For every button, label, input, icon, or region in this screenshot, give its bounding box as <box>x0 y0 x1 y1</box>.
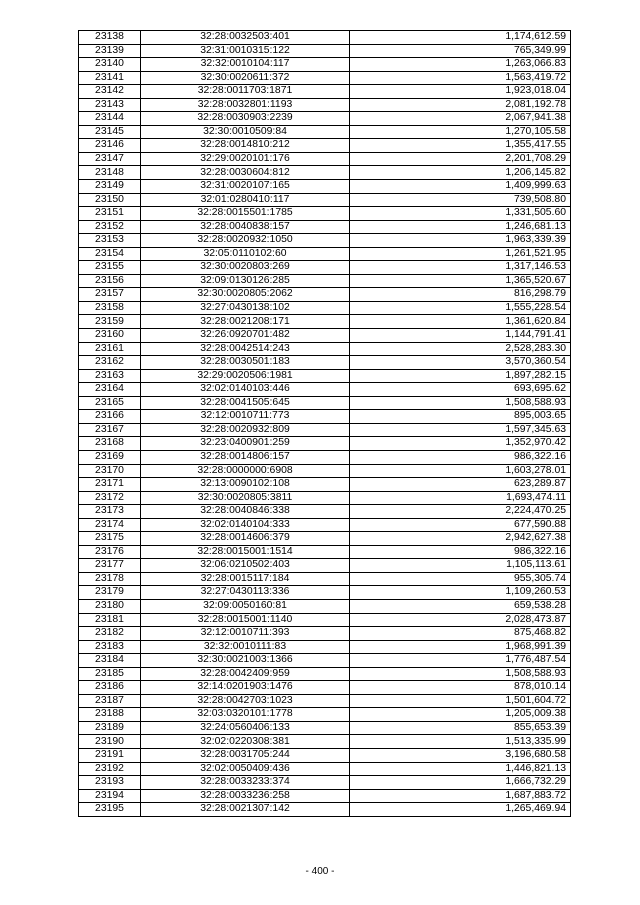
amount-cell: 1,563,419.72 <box>350 71 571 85</box>
table-row <box>79 532 571 546</box>
cadastral-number-cell: 32:02:0140103:446 <box>141 383 350 397</box>
amount-cell: 659,538.28 <box>350 599 571 613</box>
amount-cell: 1,355,417.55 <box>350 139 571 153</box>
cadastral-number-cell: 32:28:0032503:401 <box>141 31 350 45</box>
amount-cell: 1,513,335.99 <box>350 735 571 749</box>
cadastral-number-cell: 32:32:0010104:117 <box>141 58 350 72</box>
table-row <box>79 369 571 383</box>
amount-cell: 2,528,283.30 <box>350 342 571 356</box>
amount-cell: 3,570,360.54 <box>350 356 571 370</box>
table-row <box>79 776 571 790</box>
amount-cell: 1,205,009.38 <box>350 708 571 722</box>
amount-cell: 623,289.87 <box>350 478 571 492</box>
amount-cell: 1,270,105.58 <box>350 125 571 139</box>
amount-cell: 895,003.65 <box>350 410 571 424</box>
cadastral-number-cell: 32:31:0010315:122 <box>141 44 350 58</box>
table-row <box>79 803 571 817</box>
cadastral-number-cell: 32:28:0015501:1785 <box>141 207 350 221</box>
cadastral-number-cell: 32:27:0430138:102 <box>141 301 350 315</box>
table-row <box>79 559 571 573</box>
record-number-cell: 23165 <box>79 396 141 410</box>
cadastral-number-cell: 32:28:0040846:338 <box>141 505 350 519</box>
cadastral-number-cell: 32:29:0020506:1981 <box>141 369 350 383</box>
table-row <box>79 288 571 302</box>
record-number-cell: 23174 <box>79 518 141 532</box>
cadastral-number-cell: 32:01:0280410:117 <box>141 193 350 207</box>
amount-cell: 1,174,612.59 <box>350 31 571 45</box>
amount-cell: 2,028,473.87 <box>350 613 571 627</box>
cadastral-number-cell: 32:28:0021208:171 <box>141 315 350 329</box>
cadastral-number-cell: 32:09:0050160:81 <box>141 599 350 613</box>
record-number-cell: 23158 <box>79 301 141 315</box>
table-row <box>79 315 571 329</box>
cadastral-number-cell: 32:28:0032801:1193 <box>141 98 350 112</box>
amount-cell: 1,409,999.63 <box>350 180 571 194</box>
table-row <box>79 518 571 532</box>
cadastral-number-cell: 32:28:0020932:1050 <box>141 234 350 248</box>
cadastral-number-cell: 32:28:0014810:212 <box>141 139 350 153</box>
amount-cell: 1,317,146.53 <box>350 261 571 275</box>
amount-cell: 1,687,883.72 <box>350 789 571 803</box>
record-number-cell: 23163 <box>79 369 141 383</box>
table-row <box>79 166 571 180</box>
amount-cell: 1,365,520.67 <box>350 274 571 288</box>
record-number-cell: 23192 <box>79 762 141 776</box>
table-row <box>79 112 571 126</box>
record-number-cell: 23182 <box>79 627 141 641</box>
record-number-cell: 23156 <box>79 274 141 288</box>
table-row <box>79 694 571 708</box>
table-row <box>79 125 571 139</box>
cadastral-number-cell: 32:30:0010509:84 <box>141 125 350 139</box>
cadastral-number-cell: 32:23:0400901:259 <box>141 437 350 451</box>
table-row <box>79 654 571 668</box>
cadastral-number-cell: 32:24:0560406:133 <box>141 721 350 735</box>
cadastral-number-cell: 32:14:0201903:1476 <box>141 681 350 695</box>
cadastral-number-cell: 32:09:0130126:285 <box>141 274 350 288</box>
cadastral-number-cell: 32:28:0042703:1023 <box>141 694 350 708</box>
record-number-cell: 23178 <box>79 572 141 586</box>
record-number-cell: 23159 <box>79 315 141 329</box>
cadastral-number-cell: 32:13:0090102:108 <box>141 478 350 492</box>
amount-cell: 677,590.88 <box>350 518 571 532</box>
table-row <box>79 207 571 221</box>
table-row <box>79 735 571 749</box>
table-row <box>79 342 571 356</box>
table-row <box>79 383 571 397</box>
table-row <box>79 44 571 58</box>
record-number-cell: 23161 <box>79 342 141 356</box>
cadastral-number-cell: 32:12:0010711:773 <box>141 410 350 424</box>
amount-cell: 855,653.39 <box>350 721 571 735</box>
record-number-cell: 23177 <box>79 559 141 573</box>
amount-cell: 1,968,991.39 <box>350 640 571 654</box>
record-number-cell: 23160 <box>79 329 141 343</box>
cadastral-number-cell: 32:28:0014606:379 <box>141 532 350 546</box>
cadastral-number-cell: 32:28:0031705:244 <box>141 748 350 762</box>
record-number-cell: 23140 <box>79 58 141 72</box>
record-number-cell: 23145 <box>79 125 141 139</box>
cadastral-number-cell: 32:28:0030501:183 <box>141 356 350 370</box>
record-number-cell: 23146 <box>79 139 141 153</box>
cadastral-number-cell: 32:28:0033233:374 <box>141 776 350 790</box>
amount-cell: 878,010.14 <box>350 681 571 695</box>
record-number-cell: 23147 <box>79 152 141 166</box>
record-number-cell: 23172 <box>79 491 141 505</box>
amount-cell: 1,105,113.61 <box>350 559 571 573</box>
record-number-cell: 23175 <box>79 532 141 546</box>
amount-cell: 1,352,970.42 <box>350 437 571 451</box>
record-number-cell: 23173 <box>79 505 141 519</box>
table-row <box>79 180 571 194</box>
cadastral-number-cell: 32:06:0210502:403 <box>141 559 350 573</box>
table-row <box>79 193 571 207</box>
amount-cell: 1,361,620.84 <box>350 315 571 329</box>
record-number-cell: 23190 <box>79 735 141 749</box>
amount-cell: 1,263,066.83 <box>350 58 571 72</box>
record-number-cell: 23179 <box>79 586 141 600</box>
cadastral-number-cell: 32:28:0014806:157 <box>141 450 350 464</box>
table-row <box>79 748 571 762</box>
record-number-cell: 23153 <box>79 234 141 248</box>
amount-cell: 2,201,708.29 <box>350 152 571 166</box>
cadastral-number-cell: 32:28:0015001:1140 <box>141 613 350 627</box>
record-number-cell: 23171 <box>79 478 141 492</box>
record-number-cell: 23185 <box>79 667 141 681</box>
amount-cell: 1,144,791.41 <box>350 329 571 343</box>
table-row <box>79 545 571 559</box>
amount-cell: 1,963,339.39 <box>350 234 571 248</box>
amount-cell: 1,508,588.93 <box>350 396 571 410</box>
amount-cell: 2,067,941.38 <box>350 112 571 126</box>
table-row <box>79 721 571 735</box>
amount-cell: 2,224,470.25 <box>350 505 571 519</box>
amount-cell: 1,666,732.29 <box>350 776 571 790</box>
table-row <box>79 329 571 343</box>
table-row <box>79 152 571 166</box>
table-row <box>79 762 571 776</box>
amount-cell: 1,501,604.72 <box>350 694 571 708</box>
cadastral-number-cell: 32:28:0030903:2239 <box>141 112 350 126</box>
cadastral-number-cell: 32:30:0021003:1366 <box>141 654 350 668</box>
amount-cell: 1,265,469.94 <box>350 803 571 817</box>
table-row <box>79 274 571 288</box>
amount-cell: 2,081,192.78 <box>350 98 571 112</box>
record-number-cell: 23194 <box>79 789 141 803</box>
cadastral-number-cell: 32:28:0015001:1514 <box>141 545 350 559</box>
table-row <box>79 613 571 627</box>
record-number-cell: 23162 <box>79 356 141 370</box>
amount-cell: 1,897,282.15 <box>350 369 571 383</box>
table-row <box>79 220 571 234</box>
record-number-cell: 23143 <box>79 98 141 112</box>
amount-cell: 1,109,260.53 <box>350 586 571 600</box>
record-number-cell: 23157 <box>79 288 141 302</box>
cadastral-number-cell: 32:28:0042514:243 <box>141 342 350 356</box>
amount-cell: 986,322.16 <box>350 450 571 464</box>
record-number-cell: 23170 <box>79 464 141 478</box>
record-number-cell: 23142 <box>79 85 141 99</box>
record-number-cell: 23141 <box>79 71 141 85</box>
record-number-cell: 23155 <box>79 261 141 275</box>
amount-cell: 986,322.16 <box>350 545 571 559</box>
record-number-cell: 23176 <box>79 545 141 559</box>
amount-cell: 1,508,588.93 <box>350 667 571 681</box>
record-number-cell: 23151 <box>79 207 141 221</box>
cadastral-number-cell: 32:28:0040838:157 <box>141 220 350 234</box>
table-row <box>79 71 571 85</box>
table-row <box>79 356 571 370</box>
amount-cell: 875,468.82 <box>350 627 571 641</box>
table-row <box>79 234 571 248</box>
record-number-cell: 23138 <box>79 31 141 45</box>
amount-cell: 1,603,278.01 <box>350 464 571 478</box>
table-row <box>79 31 571 45</box>
amount-cell: 1,693,474.11 <box>350 491 571 505</box>
record-number-cell: 23189 <box>79 721 141 735</box>
cadastral-number-cell: 32:02:0140104:333 <box>141 518 350 532</box>
cadastral-number-cell: 32:32:0010111:83 <box>141 640 350 654</box>
record-number-cell: 23180 <box>79 599 141 613</box>
amount-cell: 1,597,345.63 <box>350 423 571 437</box>
record-number-cell: 23139 <box>79 44 141 58</box>
amount-cell: 1,555,228.54 <box>350 301 571 315</box>
cadastral-number-cell: 32:28:0000000:6908 <box>141 464 350 478</box>
table-row <box>79 139 571 153</box>
table-row <box>79 410 571 424</box>
cadastral-number-cell: 32:28:0033236:258 <box>141 789 350 803</box>
record-number-cell: 23187 <box>79 694 141 708</box>
record-number-cell: 23144 <box>79 112 141 126</box>
cadastral-number-cell: 32:12:0010711:393 <box>141 627 350 641</box>
amount-cell: 1,923,018.04 <box>350 85 571 99</box>
record-number-cell: 23149 <box>79 180 141 194</box>
table-row <box>79 572 571 586</box>
cadastral-number-cell: 32:28:0020932:809 <box>141 423 350 437</box>
registry-table <box>78 30 571 817</box>
table-row <box>79 58 571 72</box>
table-row <box>79 301 571 315</box>
cadastral-number-cell: 32:05:0110102:60 <box>141 247 350 261</box>
cadastral-number-cell: 32:02:0220308:381 <box>141 735 350 749</box>
record-number-cell: 23188 <box>79 708 141 722</box>
table-row <box>79 423 571 437</box>
amount-cell: 1,261,521.95 <box>350 247 571 261</box>
amount-cell: 1,206,145.82 <box>350 166 571 180</box>
table-row <box>79 261 571 275</box>
amount-cell: 816,298.79 <box>350 288 571 302</box>
cadastral-number-cell: 32:28:0041505:645 <box>141 396 350 410</box>
record-number-cell: 23193 <box>79 776 141 790</box>
cadastral-number-cell: 32:28:0015117:184 <box>141 572 350 586</box>
table-row <box>79 640 571 654</box>
amount-cell: 1,446,821.13 <box>350 762 571 776</box>
cadastral-number-cell: 32:26:0920701:482 <box>141 329 350 343</box>
record-number-cell: 23154 <box>79 247 141 261</box>
cadastral-number-cell: 32:28:0011703:1871 <box>141 85 350 99</box>
amount-cell: 3,196,680.58 <box>350 748 571 762</box>
table-row <box>79 681 571 695</box>
table-row <box>79 708 571 722</box>
table-row <box>79 85 571 99</box>
record-number-cell: 23168 <box>79 437 141 451</box>
record-number-cell: 23181 <box>79 613 141 627</box>
record-number-cell: 23191 <box>79 748 141 762</box>
table-row <box>79 247 571 261</box>
amount-cell: 739,508.80 <box>350 193 571 207</box>
cadastral-number-cell: 32:28:0021307:142 <box>141 803 350 817</box>
cadastral-number-cell: 32:31:0020107:165 <box>141 180 350 194</box>
table-row <box>79 627 571 641</box>
cadastral-number-cell: 32:02:0050409:436 <box>141 762 350 776</box>
record-number-cell: 23166 <box>79 410 141 424</box>
cadastral-number-cell: 32:30:0020805:3811 <box>141 491 350 505</box>
table-row <box>79 667 571 681</box>
record-number-cell: 23195 <box>79 803 141 817</box>
cadastral-number-cell: 32:28:0042409:959 <box>141 667 350 681</box>
record-number-cell: 23150 <box>79 193 141 207</box>
amount-cell: 955,305.74 <box>350 572 571 586</box>
table-row <box>79 505 571 519</box>
cadastral-number-cell: 32:29:0020101:176 <box>141 152 350 166</box>
amount-cell: 765,349.99 <box>350 44 571 58</box>
table-row <box>79 98 571 112</box>
table-row <box>79 437 571 451</box>
amount-cell: 1,331,505.60 <box>350 207 571 221</box>
amount-cell: 1,776,487.54 <box>350 654 571 668</box>
record-number-cell: 23186 <box>79 681 141 695</box>
table-row <box>79 599 571 613</box>
table-row <box>79 491 571 505</box>
page-number: - 400 - <box>305 866 335 877</box>
table-row <box>79 396 571 410</box>
record-number-cell: 23167 <box>79 423 141 437</box>
record-number-cell: 23183 <box>79 640 141 654</box>
table-row <box>79 789 571 803</box>
record-number-cell: 23184 <box>79 654 141 668</box>
table-row <box>79 586 571 600</box>
cadastral-number-cell: 32:28:0030604:812 <box>141 166 350 180</box>
cadastral-number-cell: 32:30:0020611:372 <box>141 71 350 85</box>
table-row <box>79 450 571 464</box>
cadastral-number-cell: 32:30:0020803:269 <box>141 261 350 275</box>
record-number-cell: 23164 <box>79 383 141 397</box>
registry-table-body <box>79 31 571 817</box>
cadastral-number-cell: 32:30:0020805:2062 <box>141 288 350 302</box>
record-number-cell: 23169 <box>79 450 141 464</box>
record-number-cell: 23152 <box>79 220 141 234</box>
amount-cell: 2,942,627.38 <box>350 532 571 546</box>
table-row <box>79 464 571 478</box>
table-row <box>79 478 571 492</box>
cadastral-number-cell: 32:27:0430113:336 <box>141 586 350 600</box>
record-number-cell: 23148 <box>79 166 141 180</box>
amount-cell: 1,246,681.13 <box>350 220 571 234</box>
amount-cell: 693,695.62 <box>350 383 571 397</box>
cadastral-number-cell: 32:03:0320101:1778 <box>141 708 350 722</box>
